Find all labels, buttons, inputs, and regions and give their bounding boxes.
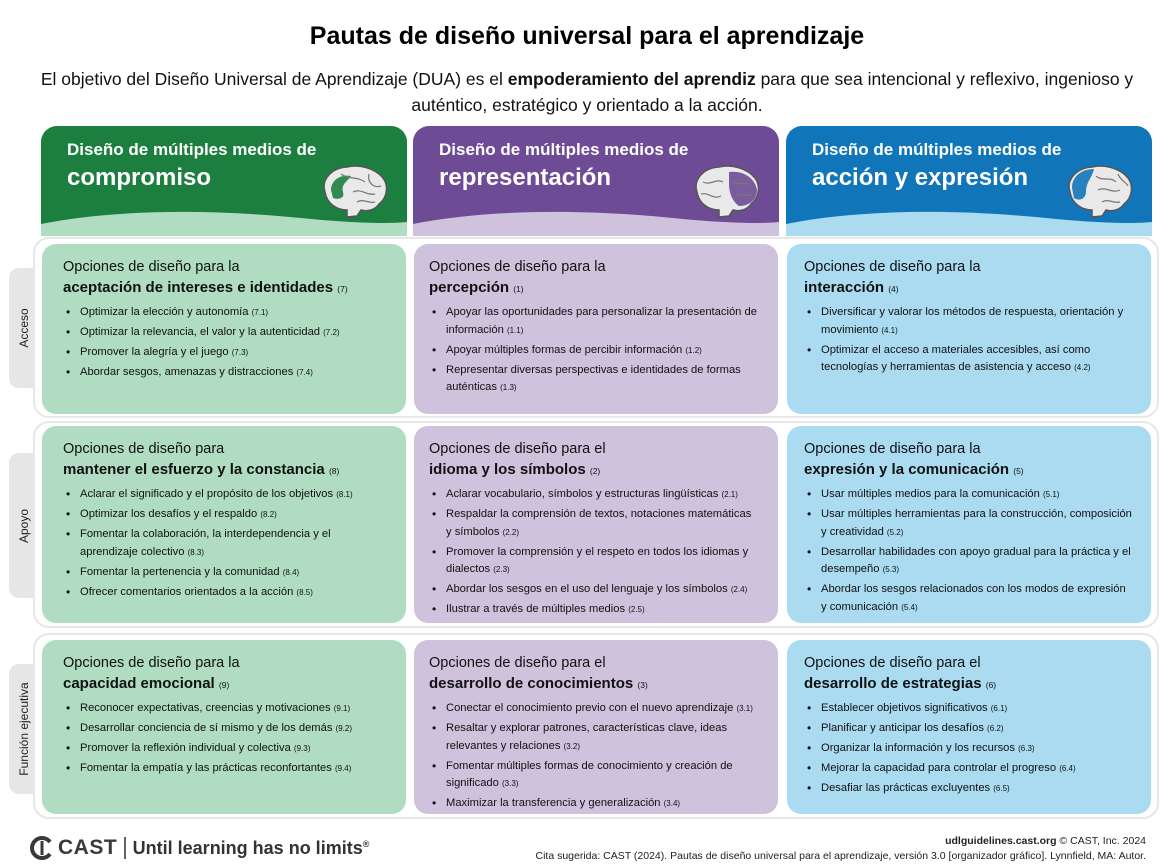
- guideline-cell: [414, 244, 778, 414]
- page-subtitle: El objetivo del Diseño Universal de Aprendizaje (DUA) es el empoderamiento del aprendiz para que sea intencional y reflexivo, ingenioso y auténtico, estratégico y orientado a la acción.: [40, 69, 1134, 115]
- copyright-line: udlguidelines.cast.org © CAST, Inc. 2024: [945, 835, 1146, 847]
- checkpoint-list: [63, 304, 388, 382]
- checkpoint-list: [429, 304, 760, 397]
- checkpoint-list: [804, 700, 1133, 798]
- cast-logo-text: CAST: [58, 836, 118, 859]
- guideline-cell: [787, 426, 1151, 623]
- checkpoint-item: • Promover la alegría y el juego (7.3): [63, 344, 388, 362]
- checkpoint-list: [429, 486, 760, 619]
- column-header-action-expression: [786, 126, 1152, 236]
- row-label-support: Apoyo: [9, 453, 39, 598]
- guideline-title: desarrollo de conocimientos (3): [429, 675, 648, 692]
- checkpoint-list: [804, 486, 1133, 616]
- checkpoint-item: • Abordar los sesgos en el uso del lenguaje y los símbolos (2.4): [429, 581, 760, 599]
- checkpoint-item: • Ilustrar a través de múltiples medios (2.5): [429, 601, 760, 619]
- checkpoint-item: • Desarrollar habilidades con apoyo gradual para la práctica y el desempeño (5.3): [804, 544, 1133, 579]
- guideline-title: aceptación de intereses e identidades (7): [63, 279, 348, 296]
- checkpoint-item: • Desafiar las prácticas excluyentes (6.5): [804, 780, 1133, 798]
- guideline-title: percepción (1): [429, 279, 524, 296]
- column-header-line2: acción y expresión: [812, 164, 1029, 191]
- cell-lead: Opciones de diseño para la: [63, 259, 240, 275]
- checkpoint-item: • Conectar el conocimiento previo con el nuevo aprendizaje (3.1): [429, 700, 760, 718]
- checkpoint-list: [804, 304, 1133, 377]
- checkpoint-item: • Planificar y anticipar los desafíos (6.2): [804, 720, 1133, 738]
- checkpoint-item: • Fomentar la empatía y las prácticas reconfortantes (9.4): [63, 760, 388, 778]
- cell-lead: Opciones de diseño para el: [429, 655, 606, 671]
- checkpoint-item: • Reconocer expectativas, creencias y motivaciones (9.1): [63, 700, 388, 718]
- checkpoint-item: • Apoyar múltiples formas de percibir información (1.2): [429, 342, 760, 360]
- guideline-cell: [42, 640, 406, 814]
- citation-line: Cita sugerida: CAST (2024). Pautas de diseño universal para el aprendizaje, versión 3.0 [organizador gráfico]. Lynnfield, MA: Autor.: [535, 850, 1146, 862]
- page-title: Pautas de diseño universal para el aprendizaje: [309, 22, 865, 50]
- row-label-executive-function: Función ejecutiva: [9, 664, 39, 794]
- checkpoint-item: • Ofrecer comentarios orientados a la acción (8.5): [63, 584, 388, 602]
- checkpoint-list: [63, 700, 388, 778]
- checkpoint-item: • Promover la reflexión individual y colectiva (9.3): [63, 740, 388, 758]
- cast-logo-icon: [30, 836, 54, 860]
- footer-credits: [535, 834, 1146, 864]
- column-header-engagement: [41, 126, 407, 236]
- checkpoint-item: • Optimizar la relevancia, el valor y la autenticidad (7.2): [63, 324, 388, 342]
- checkpoint-item: • Respaldar la comprensión de textos, notaciones matemáticas y símbolos (2.2): [429, 506, 760, 541]
- brain-icon: [317, 162, 391, 220]
- guideline-title: desarrollo de estrategias (6): [804, 675, 997, 692]
- cell-lead: Opciones de diseño para la: [804, 259, 981, 275]
- column-header-line2: compromiso: [67, 164, 212, 191]
- checkpoint-item: • Abordar sesgos, amenazas y distracciones (7.4): [63, 364, 388, 382]
- logo-divider: [124, 837, 126, 859]
- checkpoint-item: • Apoyar las oportunidades para personalizar la presentación de información (1.1): [429, 304, 760, 339]
- guideline-title: expresión y la comunicación (5): [804, 461, 1024, 478]
- cell-lead: Opciones de diseño para la: [429, 259, 606, 275]
- cast-logo: [30, 834, 369, 862]
- checkpoint-item: • Optimizar el acceso a materiales accesibles, así como tecnologías y herramientas de asistencia y acceso (4.2): [804, 342, 1133, 377]
- guideline-title: capacidad emocional (9): [63, 675, 230, 692]
- guideline-title: idioma y los símbolos (2): [429, 461, 601, 478]
- checkpoint-item: • Aclarar el significado y el propósito de los objetivos (8.1): [63, 486, 388, 504]
- cell-lead: Opciones de diseño para la: [804, 441, 981, 457]
- guideline-cell: [42, 426, 406, 623]
- cell-lead: Opciones de diseño para el: [429, 441, 606, 457]
- checkpoint-list: [429, 700, 760, 813]
- checkpoint-item: • Fomentar múltiples formas de conocimiento y creación de significado (3.3): [429, 758, 760, 793]
- site-link[interactable]: udlguidelines.cast.org: [945, 835, 1057, 847]
- checkpoint-item: • Usar múltiples herramientas para la construcción, composición y creatividad (5.2): [804, 506, 1133, 541]
- checkpoint-item: • Fomentar la colaboración, la interdependencia y el aprendizaje colectivo (8.3): [63, 526, 388, 561]
- checkpoint-item: • Optimizar los desafíos y el respaldo (8.2): [63, 506, 388, 524]
- checkpoint-item: • Promover la comprensión y el respeto en todos los idiomas y dialectos (2.3): [429, 544, 760, 579]
- checkpoint-item: • Organizar la información y los recursos (6.3): [804, 740, 1133, 758]
- cell-lead: Opciones de diseño para: [63, 441, 225, 457]
- checkpoint-item: • Desarrollar conciencia de sí mismo y de los demás (9.2): [63, 720, 388, 738]
- tagline: Until learning has no limits®: [132, 837, 370, 858]
- checkpoint-item: • Resaltar y explorar patrones, características clave, ideas relevantes y relaciones (3.2): [429, 720, 760, 755]
- column-header-line1: Diseño de múltiples medios de: [67, 140, 317, 159]
- guideline-title: interacción (4): [804, 279, 899, 296]
- checkpoint-item: • Abordar los sesgos relacionados con los modos de expresión y comunicación (5.4): [804, 581, 1133, 616]
- checkpoint-item: • Optimizar la elección y autonomía (7.1): [63, 304, 388, 322]
- column-header-line2: representación: [439, 164, 612, 191]
- guideline-cell: [414, 426, 778, 623]
- checkpoint-item: • Aclarar vocabulario, símbolos y estructuras lingüísticas (2.1): [429, 486, 760, 504]
- checkpoint-item: • Fomentar la pertenencia y la comunidad (8.4): [63, 564, 388, 582]
- checkpoint-item: • Mejorar la capacidad para controlar el progreso (6.4): [804, 760, 1133, 778]
- guideline-cell: [42, 244, 406, 414]
- cell-lead: Opciones de diseño para el: [804, 655, 981, 671]
- guideline-cell: [414, 640, 778, 814]
- checkpoint-item: • Usar múltiples medios para la comunicación (5.1): [804, 486, 1133, 504]
- column-header-line1: Diseño de múltiples medios de: [439, 140, 689, 159]
- checkpoint-list: [63, 486, 388, 601]
- guideline-title: mantener el esfuerzo y la constancia (8): [63, 461, 340, 478]
- column-header-representation: [413, 126, 779, 236]
- checkpoint-item: • Diversificar y valorar los métodos de respuesta, orientación y movimiento (4.1): [804, 304, 1133, 339]
- checkpoint-item: • Maximizar la transferencia y generalización (3.4): [429, 795, 760, 813]
- brain-icon: [689, 162, 763, 220]
- column-header-line1: Diseño de múltiples medios de: [812, 140, 1062, 159]
- checkpoint-item: • Establecer objetivos significativos (6.1): [804, 700, 1133, 718]
- checkpoint-item: • Representar diversas perspectivas e identidades de formas auténticas (1.3): [429, 362, 760, 397]
- row-label-access: Acceso: [9, 268, 39, 388]
- guideline-cell: [787, 244, 1151, 414]
- guideline-cell: [787, 640, 1151, 814]
- cell-lead: Opciones de diseño para la: [63, 655, 240, 671]
- brain-icon: [1062, 162, 1136, 220]
